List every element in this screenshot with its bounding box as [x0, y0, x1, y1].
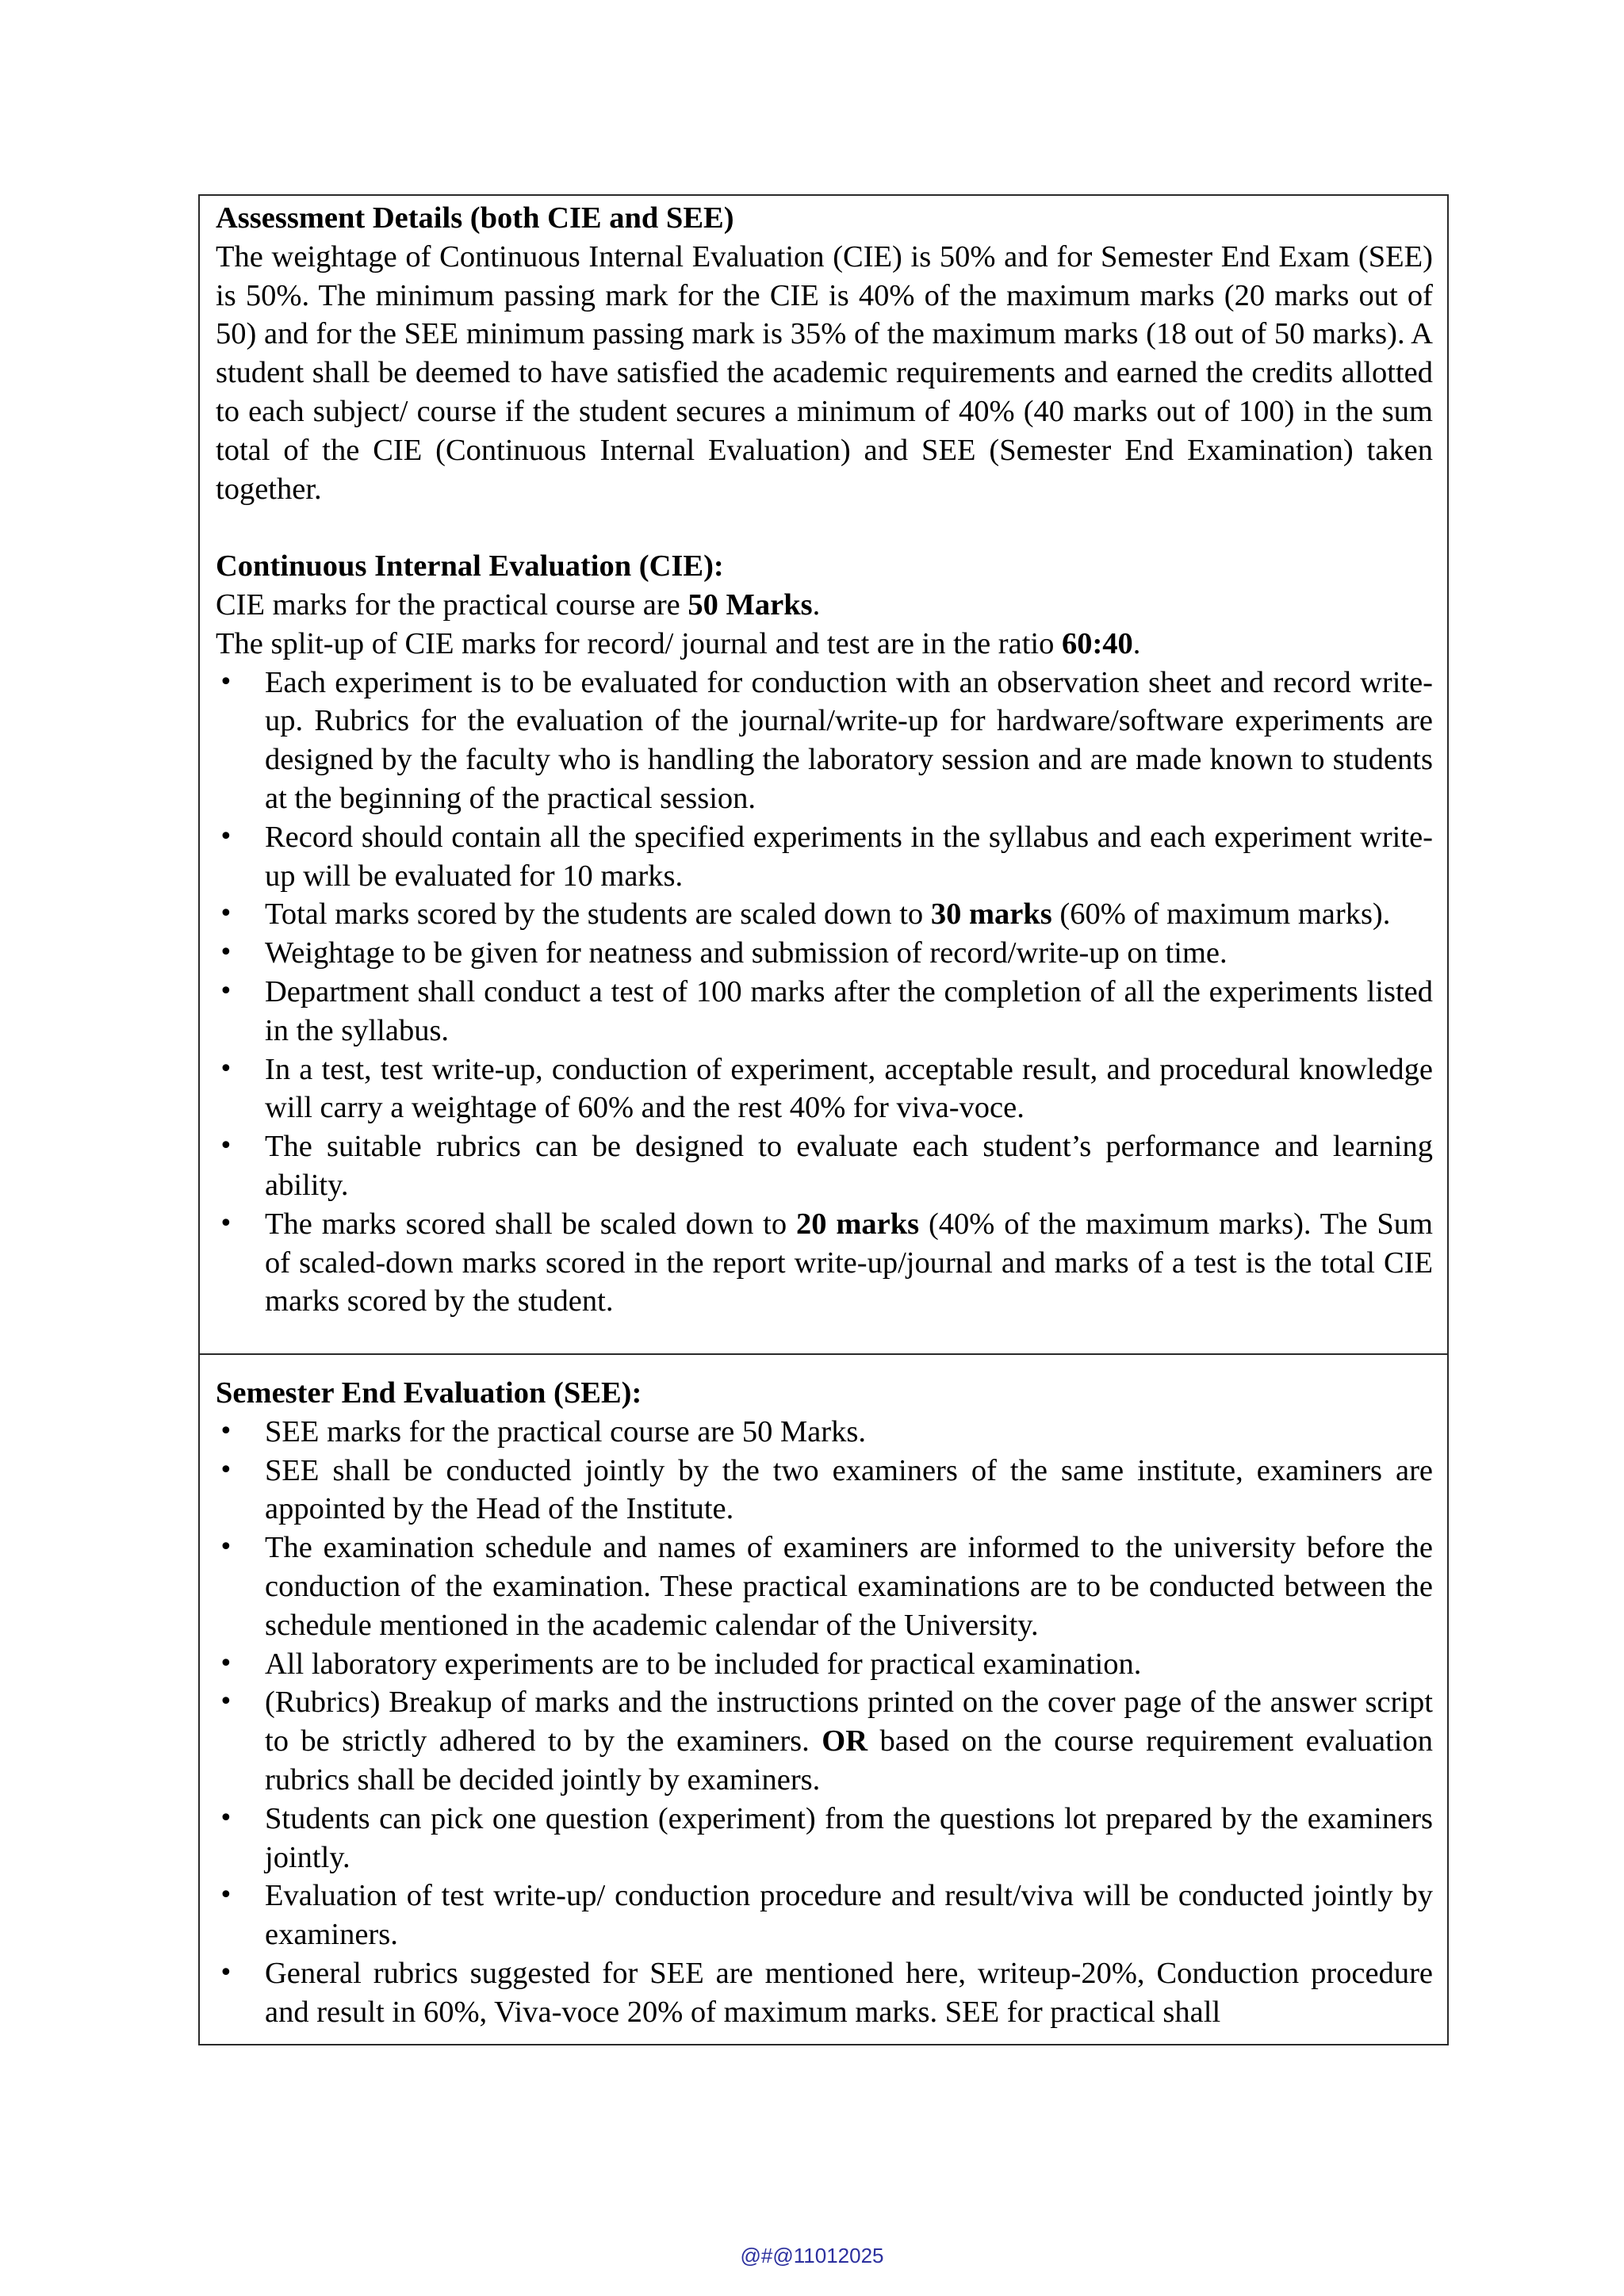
cie-heading: Continuous Internal Evaluation (CIE): — [216, 549, 724, 584]
list-item: • SEE marks for the practical course are 50 Marks. — [216, 1413, 1433, 1452]
page-footer-code: @#@11012025 — [740, 2244, 884, 2267]
scaled-30-text: Total marks scored by the students are scaled down to — [265, 897, 931, 932]
list-item: • Record should contain all the specified experiments in the syllabus and each experiment write-up will be evaluated for 10 marks. — [216, 818, 1433, 896]
scaled-20-bold: 20 marks — [795, 1207, 920, 1241]
scaled-30-bold: 30 marks — [930, 897, 1052, 932]
scaled-20-text: The marks scored shall be scaled down to — [265, 1207, 796, 1241]
assessment-table — [198, 194, 1449, 2045]
cie-cell — [216, 199, 1433, 1321]
see-heading: Semester End Evaluation (SEE): — [216, 1376, 642, 1410]
list-item: • In a test, test write-up, conduction of experiment, acceptable result, and procedural knowledge will carry a weightage of 60% and the rest 40% for viva-voce. — [216, 1050, 1433, 1128]
cie-marks-end: . — [812, 587, 821, 622]
assessment-heading: Assessment Details (both CIE and SEE) — [216, 201, 734, 235]
rubrics-or-bold: OR — [822, 1724, 868, 1758]
list-item: • Evaluation of test write-up/ conduction procedure and result/viva will be conducted jointly by examiners. — [216, 1877, 1433, 1954]
assessment-paragraph: The weightage of Continuous Internal Evaluation (CIE) is 50% and for Semester End Exam (SEE) is 50%. The minimum passing mark for the CIE is 40% of the maximum marks (20 marks out of 50) and for the SEE minimum passing mark is 35% of the maximum marks (18 out of 50 marks). A student shall be deemed to have satisfied the academic requirements and earned the credits allotted to each subject/ course if the student secures a minimum of 40% (40 marks out of 100) in the sum total of the CIE (Continuous Internal Evaluation) and SEE (Semester End Examination) taken together. — [216, 239, 1433, 506]
list-item — [216, 1683, 1433, 1799]
row-divider — [200, 1353, 1447, 1355]
scaled-30-end: (60% of maximum marks). — [1051, 897, 1391, 932]
list-item — [216, 895, 1433, 934]
list-item: • General rubrics suggested for SEE are mentioned here, writeup-20%, Conduction procedure and result in 60%, Viva-voce 20% of maximum marks. SEE for practical shall — [216, 1954, 1433, 2032]
cie-ratio-bold: 60:40 — [1061, 626, 1133, 660]
rubrics-end: based on the course requirement evaluation rubrics shall be decided jointly by examiners. — [265, 1724, 1433, 1797]
cie-marks-line — [216, 586, 1433, 625]
see-cell — [216, 1374, 1433, 2032]
spacer — [216, 508, 1433, 547]
cie-ratio-text: The split-up of CIE marks for record/ journal and test are in the ratio — [216, 626, 1062, 660]
list-item: • SEE shall be conducted jointly by the two examiners of the same institute, examiners are appointed by the Head of the Institute. — [216, 1452, 1433, 1529]
cie-marks-text: CIE marks for the practical course are — [216, 587, 688, 622]
scaled-20-end: (40% of the maximum marks). The Sum of scaled-down marks scored in the report write-up/journal and marks of a test is the total CIE marks scored by the student. — [265, 1207, 1433, 1318]
list-item: • Weightage to be given for neatness and submission of record/write-up on time. — [216, 934, 1433, 973]
list-item: • The examination schedule and names of examiners are informed to the university before the conduction of the examination. These practical examinations are to be conducted between the schedule mentioned in the academic calendar of the University. — [216, 1529, 1433, 1644]
cie-ratio-end: . — [1132, 626, 1141, 660]
cie-bullet-list — [216, 664, 1433, 1322]
list-item: • Students can pick one question (experiment) from the questions lot prepared by the examiners jointly. — [216, 1800, 1433, 1877]
list-item — [216, 1205, 1433, 1321]
list-item: • The suitable rubrics can be designed to evaluate each student’s performance and learning ability. — [216, 1127, 1433, 1205]
see-bullet-list — [216, 1413, 1433, 2032]
list-item: • Department shall conduct a test of 100 marks after the completion of all the experiments listed in the syllabus. — [216, 973, 1433, 1050]
cie-marks-bold: 50 Marks — [688, 587, 813, 622]
list-item: • All laboratory experiments are to be included for practical examination. — [216, 1645, 1433, 1684]
cie-ratio-line — [216, 625, 1433, 664]
rubrics-text: (Rubrics) Breakup of marks and the instructions printed on the cover page of the answer script to be strictly adhered to by the examiners. — [265, 1686, 1433, 1758]
list-item: • Each experiment is to be evaluated for conduction with an observation sheet and record write-up. Rubrics for the evaluation of the journal/write-up for hardware/software experiments are designed by the faculty who is handling the laboratory session and are made known to students at the beginning of the practical session. — [216, 664, 1433, 818]
